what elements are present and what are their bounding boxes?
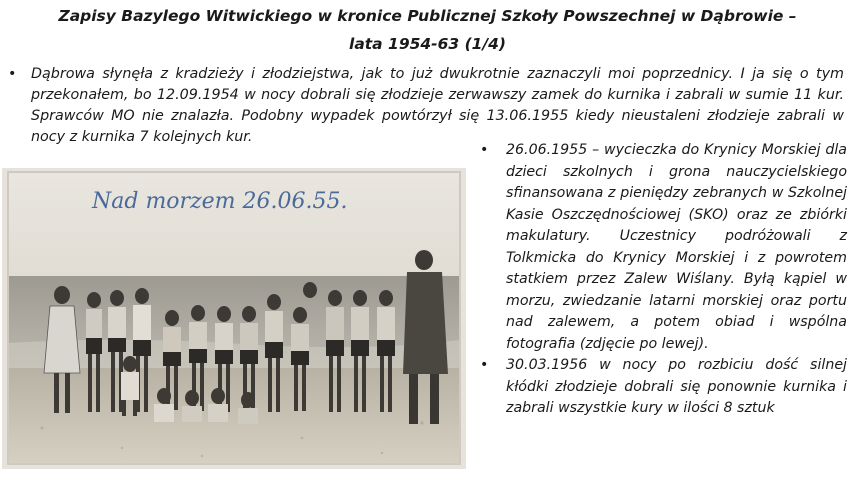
bullet-text-thefts-1956: 30.03.1956 w nocy po rozbiciu dość silnej kłódki złodzieje dobrali się ponownie kurnika i zabrali wszystkie kury w ilości 8 sztuk xyxy=(506,357,847,416)
bullet-item-thefts-1954 xyxy=(8,64,844,148)
bullet-icon: • xyxy=(8,66,17,82)
group-photo-beach xyxy=(2,168,466,469)
bullet-icon: • xyxy=(480,357,489,373)
bullet-text-thefts-1954: Dąbrowa słynęła z kradzieży i złodziejstwa, jak to już dwukrotnie zaznaczyli moi poprzednicy. I ja się o tym przekonałem, bo 12.09.1954 w nocy dobrali się złodzieje zerwawszy zamek do kurnika i zabrali w sumie 11 kur. Sprawców MO nie znalazła. Podobny wypadek powtórzył się 13.06.1955 kiedy nieustaleni złodzieje zabrali w nocy z kurnika 7 kolejnych kur. xyxy=(31,66,844,145)
page-title-line-2: lata 1954-63 (1/4) xyxy=(349,35,506,53)
bullet-item-trip-1955 xyxy=(480,140,847,355)
photo-handwriting: Nad morzem 26.06.55. xyxy=(92,189,348,214)
right-column xyxy=(480,140,847,420)
bullet-item-thefts-1956 xyxy=(480,355,847,420)
bullet-icon: • xyxy=(480,142,489,158)
page-title-line-1: Zapisy Bazylego Witwickiego w kronice Publicznej Szkoły Powszechnej w Dąbrowie – xyxy=(58,7,797,25)
bullet-text-trip-1955: 26.06.1955 – wycieczka do Krynicy Morskiej dla dzieci szkolnych i grona nauczycielskiego sfinansowana z pieniędzy zebranych w Szkolnej Kasie Oszczędnościowej (SKO) oraz ze zbiórki makulatury. Uczestnicy podróżowali z Tolkmicka do Krynicy Morskiej i z powrotem statkiem przez Zalew Wiślany. Byłą kąpiel w morzu, zwiedzanie latarni morskiej oraz portu nad zalewem, a potem obiad i wspólna fotografia (zdjęcie po lewej). xyxy=(506,142,847,352)
